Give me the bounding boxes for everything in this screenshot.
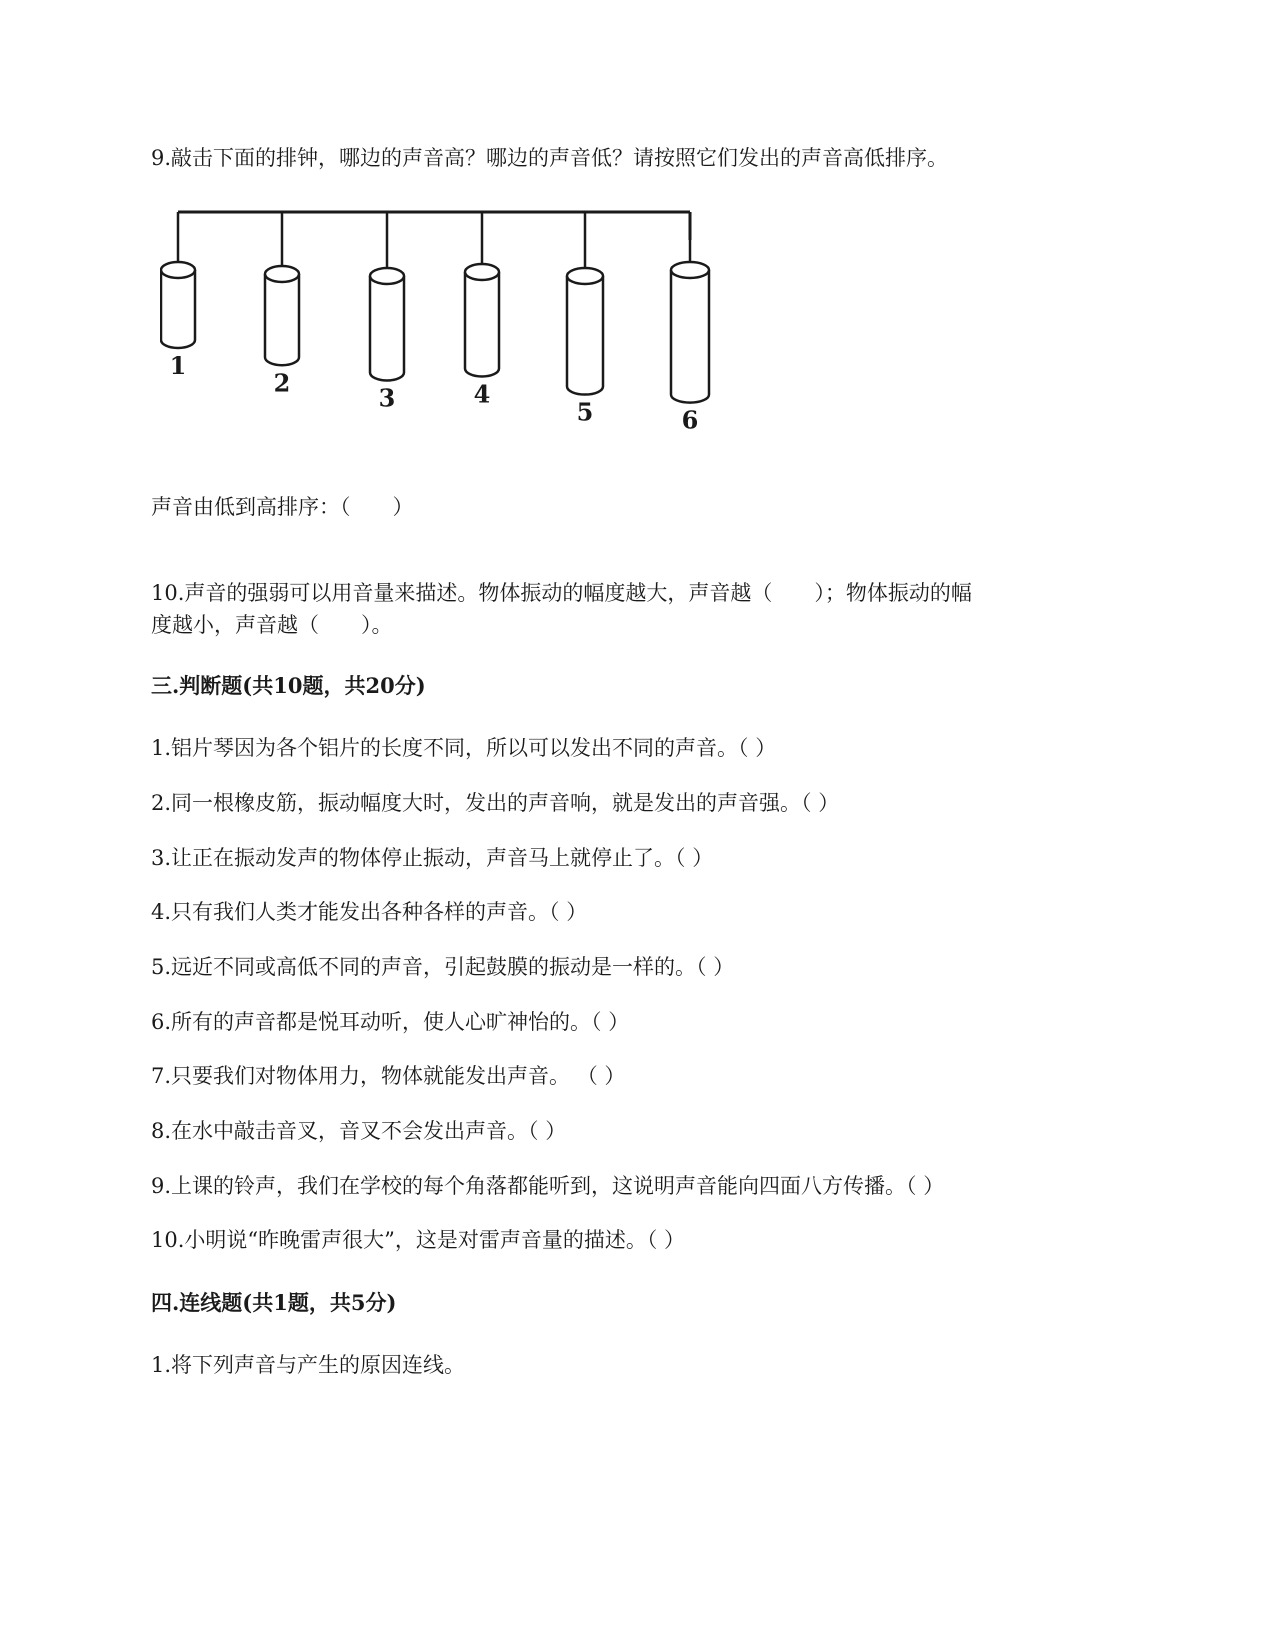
chime-tube-3 [370,276,404,381]
chime-bars-figure [160,210,760,470]
chime-cap-4 [465,264,499,280]
chime-label-5: 5 [576,397,594,427]
judge-item-3: 3.让正在振动发声的物体停止振动，声音马上就停止了。（ ） [151,846,714,870]
chime-group [161,212,709,435]
chime-cap-6 [671,262,709,278]
judge-item-6: 6.所有的声音都是悦耳动听，使人心旷神怡的。（ ） [151,1010,630,1034]
chime-cap-2 [265,266,299,282]
chime-label-4: 4 [473,379,491,409]
section-4-title: 四.连线题(共1题，共5分) [151,1290,397,1315]
chime-cap-3 [370,268,404,284]
judge-item-2: 2.同一根橡皮筋，振动幅度大时，发出的声音响，就是发出的声音强。（ ） [151,791,840,815]
chime-tube-2 [265,274,299,365]
chime-label-1: 1 [169,351,187,380]
matching-item-1: 1.将下列声音与产生的原因连线。 [151,1353,466,1377]
chime-tube-1 [161,270,195,348]
chime-tube-4 [465,272,499,377]
chime-tube-6 [671,270,709,403]
judge-item-1: 1.铝片琴因为各个铝片的长度不同，所以可以发出不同的声音。（ ） [151,736,777,760]
judge-item-4: 4.只有我们人类才能发出各种各样的声音。（ ） [151,900,588,924]
judge-item-8: 8.在水中敲击音叉，音叉不会发出声音。（ ） [151,1119,567,1143]
question-9-answer-line: 声音由低到高排序：（ ） [151,495,414,519]
judge-item-7: 7.只要我们对物体用力，物体就能发出声音。 （ ） [151,1064,626,1088]
chime-cap-5 [567,268,603,284]
chime-label-6: 6 [681,405,699,435]
question-10-line-2: 度越小，声音越（ ）。 [151,613,393,637]
judge-item-5: 5.远近不同或高低不同的声音，引起鼓膜的振动是一样的。（ ） [151,955,735,979]
judge-item-9: 9.上课的铃声，我们在学校的每个角落都能听到，这说明声音能向四面八方传播。（ ） [151,1174,945,1198]
question-9-prompt: 9.敲击下面的排钟，哪边的声音高？哪边的声音低？请按照它们发出的声音高低排序。 [151,146,949,170]
chime-label-2: 2 [273,368,291,398]
chime-label-3: 3 [378,383,396,413]
judge-item-10: 10.小明说“昨晚雷声很大”，这是对雷声音量的描述。（ ） [151,1228,686,1252]
section-3-title: 三.判断题(共10题，共20分) [151,673,426,698]
chime-tube-5 [567,276,603,395]
question-10-line-1: 10.声音的强弱可以用音量来描述。物体振动的幅度越大，声音越（ ）；物体振动的幅 [151,581,972,605]
chime-cap-1 [161,262,195,278]
